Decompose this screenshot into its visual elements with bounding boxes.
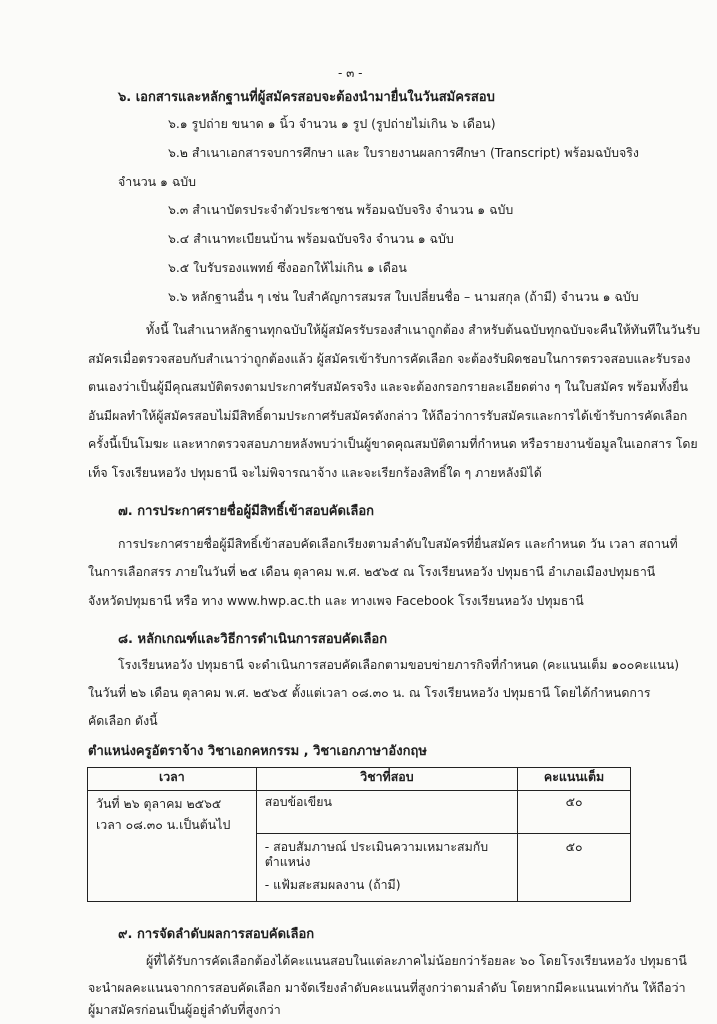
header-time: เวลา bbox=[88, 768, 257, 791]
time-start: เวลา ๐๘.๓๐ น.เป็นต้นไป bbox=[96, 816, 231, 832]
section-7-line: ในการเลือกสรร ภายในวันที่ ๒๕ เดือน ตุลาคม พ.ศ. ๒๕๖๕ ณ โรงเรียนหอวัง ปทุมธานี อำเภอเมืองปทุมธานี bbox=[88, 564, 656, 579]
portfolio-item: - แฟ้มสะสมผลงาน (ถ้ามี) bbox=[264, 876, 401, 892]
section-6-item: ๖.๔ สำเนาทะเบียนบ้าน พร้อมฉบับจริง จำนวน ๑ ฉบับ bbox=[168, 231, 454, 246]
time-date: วันที่ ๒๖ ตุลาคม ๒๕๖๕ bbox=[96, 796, 222, 811]
section-6-item: ๖.๑ รูปถ่าย ขนาด ๑ นิ้ว จำนวน ๑ รูป (รูปถ่ายไม่เกิน ๖ เดือน) bbox=[168, 116, 496, 131]
section-6-paragraph-line: สมัครเมื่อตรวจสอบกับสำเนาว่าถูกต้องแล้ว ผู้สมัครเข้ารับการคัดเลือก จะต้องรับผิดชอบในการตรวจสอบและรับรอง bbox=[88, 351, 691, 366]
score-cell: ๕๐ bbox=[518, 791, 631, 834]
score-cell: ๕๐ bbox=[518, 834, 631, 902]
header-full-score: คะแนนเต็ม bbox=[518, 768, 631, 791]
section-6-paragraph-line: ครั้งนี้เป็นโมฆะ และหากตรวจสอบภายหลังพบว่าเป็นผู้ขาดคุณสมบัติตามที่กำหนด หรือรายงานข้อมูลในเอกสาร โดย bbox=[88, 436, 698, 451]
section-6-paragraph-line: ทั้งนี้ ในสำเนาหลักฐานทุกฉบับให้ผู้สมัครรับรองสำเนาถูกต้อง สำหรับต้นฉบับทุกฉบับจะคืนให้ทันทีในวันรับ bbox=[146, 322, 701, 337]
section-9-line: จะนำผลคะแนนจากการสอบคัดเลือก มาจัดเรียงลำดับคะแนนที่สูงกว่าตามลำดับ โดยหากมีคะแนนเท่ากัน ให้ถือว่า bbox=[88, 980, 686, 995]
section-6-item: ๖.๒ สำเนาเอกสารจบการศึกษา และ ใบรายงานผลการศึกษา (Transcript) พร้อมฉบับจริง bbox=[168, 145, 639, 160]
header-subject: วิชาที่สอบ bbox=[256, 768, 517, 791]
section-9-heading: ๙. การจัดลำดับผลการสอบคัดเลือก bbox=[118, 927, 315, 942]
position-title: ตำแหน่งครูอัตราจ้าง วิชาเอกคหกรรม , วิชาเอกภาษาอังกฤษ bbox=[88, 744, 427, 759]
section-8-line: คัดเลือก ดังนี้ bbox=[88, 713, 158, 728]
section-6-paragraph-line: ตนเองว่าเป็นผู้มีคุณสมบัติตรงตามประกาศรับสมัครจริง และจะต้องกรอกรายละเอียดต่าง ๆ ในใบสมัคร พร้อมทั้งยื่น bbox=[88, 379, 689, 394]
section-7-heading: ๗. การประกาศรายชื่อผู้มีสิทธิ์เข้าสอบคัดเลือก bbox=[118, 504, 375, 519]
section-9-line: ผู้มาสมัครก่อนเป็นผู้อยู่ลำดับที่สูงกว่า bbox=[88, 1002, 281, 1017]
section-6-item: ๖.๖ หลักฐานอื่น ๆ เช่น ใบสำคัญการสมรส ใบเปลี่ยนชื่อ – นามสกุล (ถ้ามี) จำนวน ๑ ฉบับ bbox=[168, 289, 639, 304]
table-row bbox=[88, 791, 631, 834]
section-7-line: จังหวัดปทุมธานี หรือ ทาง www.hwp.ac.th และ ทางเพจ Facebook โรงเรียนหอวัง ปทุมธานี bbox=[88, 593, 584, 608]
time-cell bbox=[88, 791, 257, 902]
subject-cell bbox=[256, 834, 517, 902]
table-header-row bbox=[88, 768, 631, 791]
section-6-paragraph-line: อันมีผลทำให้ผู้สมัครสอบไม่มีสิทธิ์ตามประกาศรับสมัครดังกล่าว ให้ถือว่าการรับสมัครและการได้เข้ารับการคัดเลือก bbox=[88, 408, 688, 423]
section-6-item: ๖.๓ สำเนาบัตรประจำตัวประชาชน พร้อมฉบับจริง จำนวน ๑ ฉบับ bbox=[168, 202, 514, 217]
section-8-line: โรงเรียนหอวัง ปทุมธานี จะดำเนินการสอบคัดเลือกตามขอบข่ายภารกิจที่กำหนด (คะแนนเต็ม ๑๐๐คะแนน) bbox=[118, 657, 680, 672]
section-6-item: ๖.๕ ใบรับรองแพทย์ ซึ่งออกให้ไม่เกิน ๑ เดือน bbox=[168, 260, 407, 275]
section-9-line: ผู้ที่ได้รับการคัดเลือกต้องได้คะแนนสอบในแต่ละภาคไม่น้อยกว่าร้อยละ ๖๐ โดยโรงเรียนหอวัง ปทุมธานี bbox=[146, 953, 687, 968]
section-8-heading: ๘. หลักเกณฑ์และวิธีการดำเนินการสอบคัดเลือก bbox=[118, 632, 388, 647]
interview-item: - สอบสัมภาษณ์ ประเมินความเหมาะสมกับตำแหน่ง bbox=[264, 839, 489, 869]
section-6-item-cont: จำนวน ๑ ฉบับ bbox=[118, 174, 197, 189]
section-6-paragraph-line: เท็จ โรงเรียนหอวัง ปทุมธานี จะไม่พิจารณาจ้าง และจะเรียกร้องสิทธิ์ใด ๆ ภายหลังมิได้ bbox=[88, 465, 542, 480]
page-number: - ๓ - bbox=[338, 66, 363, 80]
section-8-line: ในวันที่ ๒๖ เดือน ตุลาคม พ.ศ. ๒๕๖๕ ตั้งแต่เวลา ๐๘.๓๐ น. ณ โรงเรียนหอวัง ปทุมธานี โดยได้กำหนดการ bbox=[88, 685, 651, 700]
exam-schedule-table bbox=[87, 767, 631, 902]
section-6-heading: ๖. เอกสารและหลักฐานที่ผู้สมัครสอบจะต้องนำมายื่นในวันสมัครสอบ bbox=[118, 90, 495, 105]
section-7-line: การประกาศรายชื่อผู้มีสิทธิ์เข้าสอบคัดเลือกเรียงตามลำดับใบสมัครที่ยื่นสมัคร และกำหนด วัน เวลา สถานที่ bbox=[118, 536, 678, 551]
subject-cell: สอบข้อเขียน bbox=[256, 791, 517, 834]
